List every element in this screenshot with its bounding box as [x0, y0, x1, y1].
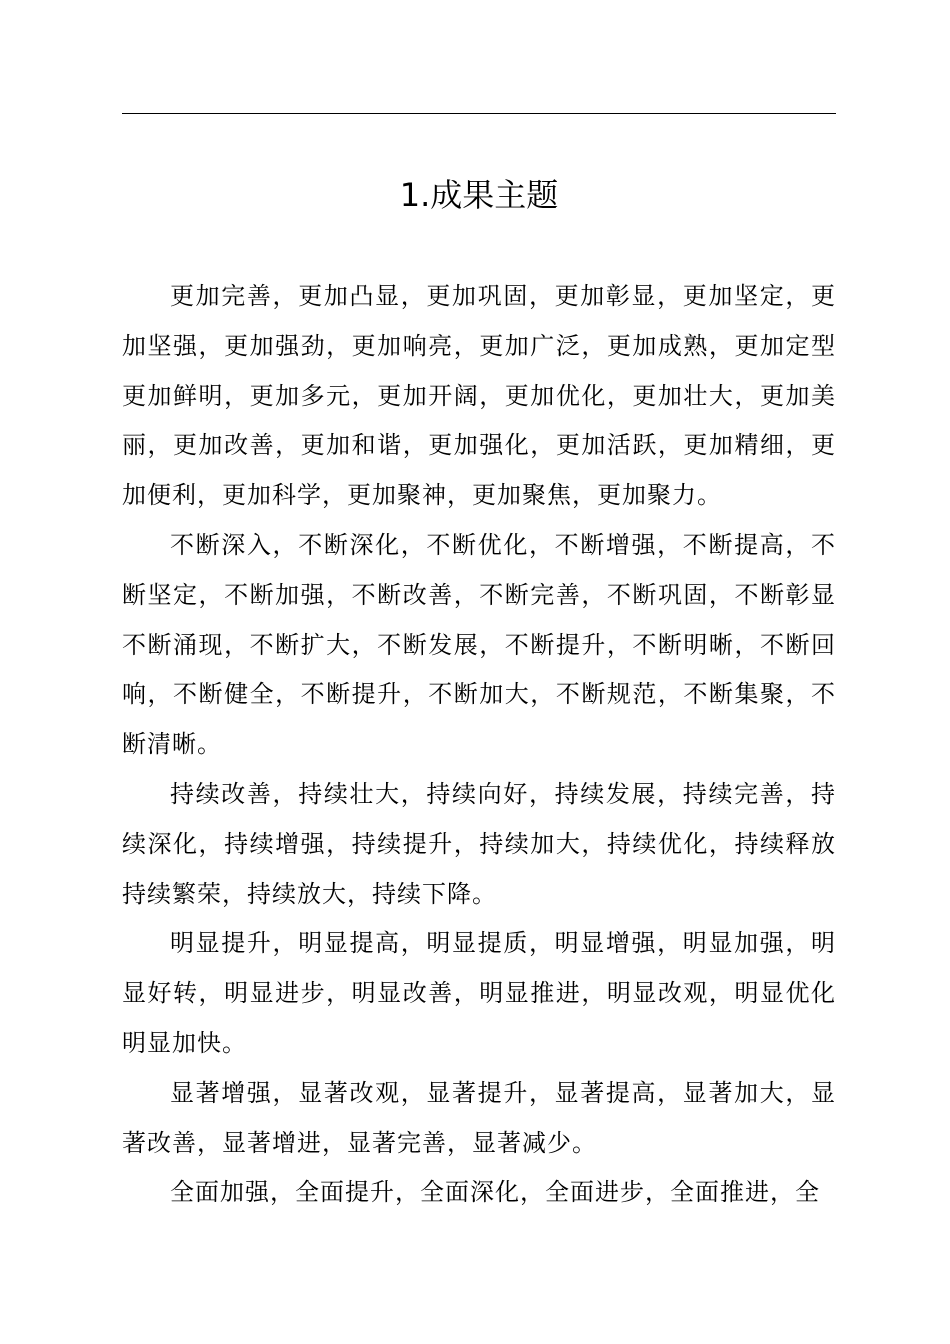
paragraph-buduan: 不断深入，不断深化，不断优化，不断增强，不断提高，不断坚定，不断加强，不断改善，不断完善，不断巩固，不断彰显不断涌现，不断扩大，不断发展，不断提升，不断明晰，不断回响，不断健全，不断提升，不断加大，不断规范，不断集聚，不断清晰。 [122, 530, 836, 759]
paragraph-xianzhu: 显著增强，显著改观，显著提升，显著提高，显著加大，显著改善，显著增进，显著完善，显著减少。 [122, 1078, 836, 1157]
paragraph-mingxian: 明显提升，明显提高，明显提质，明显增强，明显加强，明显好转，明显进步，明显改善，明显推进，明显改观，明显优化明显加快。 [122, 929, 836, 1057]
paragraph-chixu: 持续改善，持续壮大，持续向好，持续发展，持续完善，持续深化，持续增强，持续提升，持续加大，持续优化，持续释放持续繁荣，持续放大，持续下降。 [122, 779, 836, 908]
page-title: 1.成果主题 [399, 176, 559, 214]
header-rule [122, 113, 836, 114]
paragraph-gengjia: 更加完善，更加凸显，更加巩固，更加彰显，更加坚定，更加坚强，更加强劲，更加响亮，更加广泛，更加成熟，更加定型更加鲜明，更加多元，更加开阔，更加优化，更加壮大，更加美丽，更加改善，更加和谐，更加强化，更加活跃，更加精细，更加便利，更加科学，更加聚神，更加聚焦，更加聚力。 [122, 282, 836, 510]
paragraph-quanmian: 全面加强，全面提升，全面深化，全面进步，全面推进，全 [170, 1178, 820, 1207]
document-body [122, 272, 836, 1218]
